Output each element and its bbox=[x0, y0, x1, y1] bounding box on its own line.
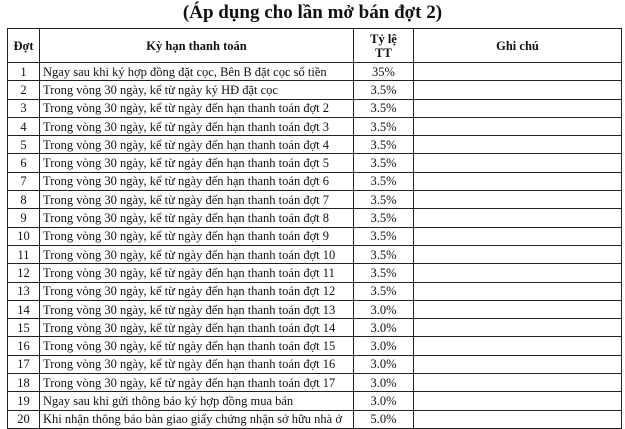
header-row bbox=[8, 29, 622, 63]
cell-ty-le: 3.5% bbox=[354, 227, 414, 245]
header-ty-le bbox=[354, 29, 414, 63]
payment-schedule-table bbox=[7, 28, 622, 429]
cell-ky-han: Trong vòng 30 ngày, kể từ ngày đến hạn thanh toán đợt 13 bbox=[40, 300, 354, 318]
cell-ghi-chu bbox=[414, 319, 622, 337]
table-row bbox=[8, 355, 622, 373]
table-row bbox=[8, 209, 622, 227]
cell-dot: 2 bbox=[8, 81, 40, 99]
cell-ghi-chu bbox=[414, 154, 622, 172]
header-ty-le-line2: TT bbox=[375, 45, 392, 60]
table-row bbox=[8, 81, 622, 99]
cell-ky-han: Trong vòng 30 ngày, kể từ ngày đến hạn thanh toán đợt 6 bbox=[40, 172, 354, 190]
cell-ty-le: 35% bbox=[354, 63, 414, 81]
cell-dot: 20 bbox=[8, 410, 40, 428]
cell-ky-han: Trong vòng 30 ngày, kể từ ngày đến hạn thanh toán đợt 4 bbox=[40, 136, 354, 154]
header-ty-le-line1: Tỷ lệ bbox=[370, 31, 397, 46]
table-row bbox=[8, 136, 622, 154]
cell-ty-le: 3.0% bbox=[354, 319, 414, 337]
cell-ghi-chu bbox=[414, 209, 622, 227]
cell-ghi-chu bbox=[414, 264, 622, 282]
table-row bbox=[8, 374, 622, 392]
cell-ghi-chu bbox=[414, 81, 622, 99]
cell-dot: 16 bbox=[8, 337, 40, 355]
cell-ky-han: Trong vòng 30 ngày, kể từ ngày đến hạn thanh toán đợt 8 bbox=[40, 209, 354, 227]
cell-dot: 12 bbox=[8, 264, 40, 282]
cell-ky-han: Trong vòng 30 ngày, kể từ ngày đến hạn thanh toán đợt 10 bbox=[40, 245, 354, 263]
table-row bbox=[8, 117, 622, 135]
cell-ty-le: 3.0% bbox=[354, 337, 414, 355]
table-row bbox=[8, 337, 622, 355]
cell-dot: 9 bbox=[8, 209, 40, 227]
cell-ty-le: 3.5% bbox=[354, 191, 414, 209]
cell-ky-han: Trong vòng 30 ngày, kể từ ngày đến hạn thanh toán đợt 3 bbox=[40, 117, 354, 135]
table-row bbox=[8, 172, 622, 190]
cell-ky-han: Khi nhận thông báo bàn giao giấy chứng nhận sở hữu nhà ở bbox=[40, 410, 354, 428]
cell-ky-han: Trong vòng 30 ngày, kể từ ngày đến hạn thanh toán đợt 9 bbox=[40, 227, 354, 245]
cell-dot: 1 bbox=[8, 63, 40, 81]
cell-ty-le: 3.5% bbox=[354, 209, 414, 227]
cell-ty-le: 3.0% bbox=[354, 300, 414, 318]
payment-schedule-table-wrapper bbox=[7, 28, 622, 429]
cell-ty-le: 3.5% bbox=[354, 81, 414, 99]
table-row bbox=[8, 300, 622, 318]
table-header bbox=[8, 29, 622, 63]
table-row bbox=[8, 245, 622, 263]
cell-ky-han: Trong vòng 30 ngày, kể từ ngày đến hạn thanh toán đợt 16 bbox=[40, 355, 354, 373]
cell-dot: 15 bbox=[8, 319, 40, 337]
cell-dot: 3 bbox=[8, 99, 40, 117]
cell-ty-le: 3.5% bbox=[354, 282, 414, 300]
cell-ghi-chu bbox=[414, 300, 622, 318]
table-row bbox=[8, 191, 622, 209]
table-row bbox=[8, 63, 622, 81]
cell-ty-le: 3.5% bbox=[354, 264, 414, 282]
cell-ky-han: Trong vòng 30 ngày, kể từ ngày đến hạn thanh toán đợt 12 bbox=[40, 282, 354, 300]
cell-ghi-chu bbox=[414, 374, 622, 392]
cell-ghi-chu bbox=[414, 282, 622, 300]
cell-ky-han: Trong vòng 30 ngày, kể từ ngày đến hạn thanh toán đợt 2 bbox=[40, 99, 354, 117]
cell-dot: 18 bbox=[8, 374, 40, 392]
header-ky-han: Kỳ hạn thanh toán bbox=[40, 29, 354, 63]
cell-ty-le: 3.5% bbox=[354, 99, 414, 117]
table-row bbox=[8, 264, 622, 282]
cell-ky-han: Trong vòng 30 ngày, kể từ ngày đến hạn thanh toán đợt 7 bbox=[40, 191, 354, 209]
cell-ky-han: Trong vòng 30 ngày, kể từ ngày đến hạn thanh toán đợt 5 bbox=[40, 154, 354, 172]
cell-dot: 6 bbox=[8, 154, 40, 172]
cell-ghi-chu bbox=[414, 191, 622, 209]
cell-dot: 17 bbox=[8, 355, 40, 373]
cell-ty-le: 3.5% bbox=[354, 172, 414, 190]
cell-ky-han: Trong vòng 30 ngày, kể từ ngày đến hạn thanh toán đợt 15 bbox=[40, 337, 354, 355]
cell-ty-le: 3.5% bbox=[354, 154, 414, 172]
cell-ghi-chu bbox=[414, 63, 622, 81]
table-row bbox=[8, 99, 622, 117]
cell-ghi-chu bbox=[414, 337, 622, 355]
cell-dot: 7 bbox=[8, 172, 40, 190]
document-title: (Áp dụng cho lần mở bán đợt 2) bbox=[182, 2, 443, 23]
cell-dot: 19 bbox=[8, 392, 40, 410]
table-row bbox=[8, 392, 622, 410]
cell-ty-le: 3.5% bbox=[354, 117, 414, 135]
cell-ty-le: 3.0% bbox=[354, 374, 414, 392]
cell-ky-han: Ngay sau khi ký hợp đồng đặt cọc, Bên B đặt cọc số tiền bbox=[40, 63, 354, 81]
table-row bbox=[8, 154, 622, 172]
cell-dot: 10 bbox=[8, 227, 40, 245]
cell-ty-le: 3.0% bbox=[354, 392, 414, 410]
cell-ghi-chu bbox=[414, 410, 622, 428]
cell-ghi-chu bbox=[414, 99, 622, 117]
cell-ky-han: Trong vòng 30 ngày, kể từ ngày đến hạn thanh toán đợt 17 bbox=[40, 374, 354, 392]
cell-ky-han: Ngay sau khi gửi thông báo ký hợp đồng mua bán bbox=[40, 392, 354, 410]
table-row bbox=[8, 282, 622, 300]
cell-ty-le: 3.5% bbox=[354, 245, 414, 263]
cell-ghi-chu bbox=[414, 227, 622, 245]
cell-dot: 5 bbox=[8, 136, 40, 154]
cell-ghi-chu bbox=[414, 172, 622, 190]
table-body bbox=[8, 63, 622, 429]
cell-ty-le: 3.5% bbox=[354, 136, 414, 154]
cell-ky-han: Trong vòng 30 ngày, kể từ ngày đến hạn thanh toán đợt 11 bbox=[40, 264, 354, 282]
cell-ghi-chu bbox=[414, 136, 622, 154]
header-ghi-chu: Ghi chú bbox=[414, 29, 622, 63]
header-dot: Đợt bbox=[8, 29, 40, 63]
cell-ghi-chu bbox=[414, 245, 622, 263]
cell-ty-le: 5.0% bbox=[354, 410, 414, 428]
cell-dot: 8 bbox=[8, 191, 40, 209]
cell-dot: 11 bbox=[8, 245, 40, 263]
table-row bbox=[8, 227, 622, 245]
cell-ky-han: Trong vòng 30 ngày, kể từ ngày ký HĐ đặt cọc bbox=[40, 81, 354, 99]
cell-ghi-chu bbox=[414, 117, 622, 135]
table-row bbox=[8, 319, 622, 337]
cell-dot: 13 bbox=[8, 282, 40, 300]
cell-ghi-chu bbox=[414, 392, 622, 410]
cell-ky-han: Trong vòng 30 ngày, kể từ ngày đến hạn thanh toán đợt 14 bbox=[40, 319, 354, 337]
cell-dot: 4 bbox=[8, 117, 40, 135]
cell-ghi-chu bbox=[414, 355, 622, 373]
cell-ty-le: 3.0% bbox=[354, 355, 414, 373]
table-row bbox=[8, 410, 622, 428]
cell-dot: 14 bbox=[8, 300, 40, 318]
